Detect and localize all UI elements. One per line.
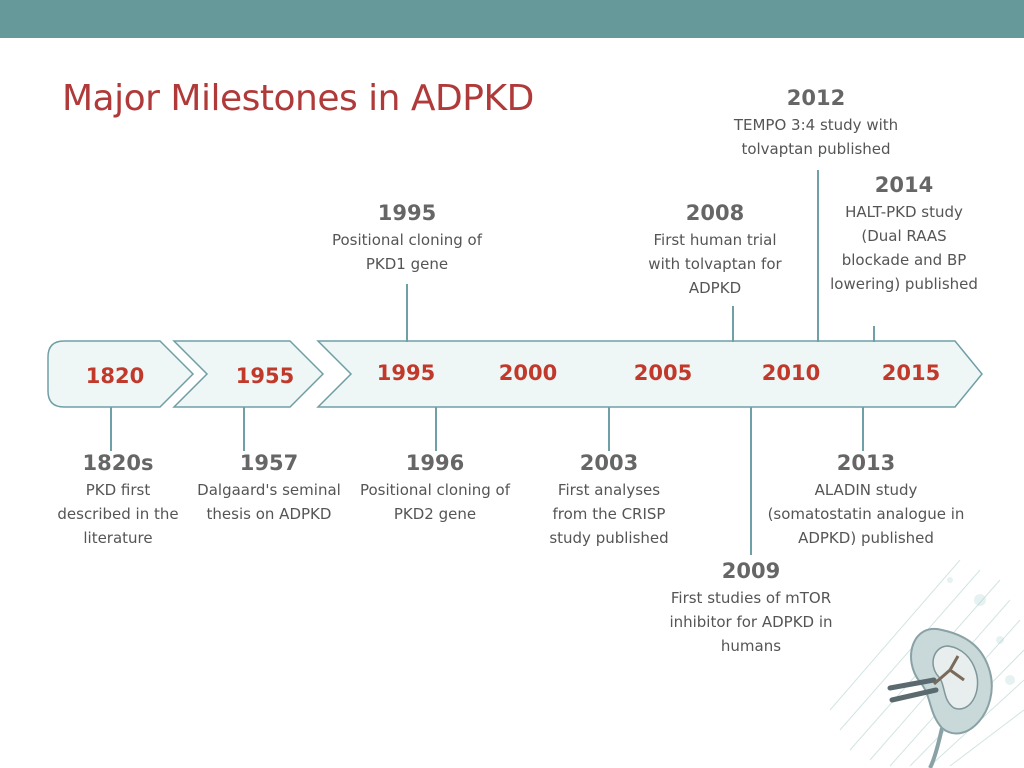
connector-2009: [750, 407, 752, 555]
connector-1957: [243, 407, 245, 451]
connector-1820s: [110, 407, 112, 451]
event-description: First human trial with tolvaptan for ADPKD: [648, 231, 782, 297]
event-2009-mtor: [658, 556, 844, 658]
event-year: 2003: [579, 451, 639, 475]
event-description: Positional cloning of PKD2 gene: [359, 481, 511, 523]
event-description: First analyses from the CRISP study published: [549, 481, 669, 547]
event-year: 2008: [685, 201, 745, 225]
event-2008-tolvaptan-trial: [640, 198, 790, 300]
connector-1995: [406, 284, 408, 342]
event-1820s-first-description: [56, 448, 180, 550]
connector-1996: [435, 407, 437, 451]
event-year: 1995: [377, 201, 437, 225]
event-year: 1996: [405, 451, 465, 475]
event-2013-aladin: [764, 448, 968, 550]
event-year: 1957: [239, 451, 299, 475]
year-label-2010: 2010: [761, 361, 821, 385]
event-2014-halt-pkd: [828, 170, 980, 296]
kidney-illustration-icon: [830, 560, 1024, 768]
event-year: 1820s: [82, 451, 154, 475]
event-description: Dalgaard's seminal thesis on ADPKD: [197, 481, 341, 523]
connector-2003: [608, 407, 610, 451]
event-year: 2009: [721, 559, 781, 583]
segment-label-1820: 1820: [85, 364, 145, 388]
year-label-2000: 2000: [498, 361, 558, 385]
year-label-2005: 2005: [633, 361, 693, 385]
event-description: HALT-PKD study (Dual RAAS blockade and BP lowering) published: [830, 203, 978, 293]
event-1995-pkd1: [318, 198, 496, 276]
event-2012-tempo: [718, 83, 914, 161]
event-description: Positional cloning of PKD1 gene: [331, 231, 483, 273]
connector-2008: [732, 306, 734, 342]
event-description: TEMPO 3:4 study with tolvaptan published: [733, 116, 899, 158]
event-description: First studies of mTOR inhibitor for ADPKD in humans: [669, 589, 833, 655]
slide-title: Major Milestones in ADPKD: [62, 78, 534, 119]
year-label-2015: 2015: [881, 361, 941, 385]
event-1957-dalgaard: [186, 448, 352, 526]
event-year: 2014: [874, 173, 934, 197]
event-description: PKD first described in the literature: [57, 481, 179, 547]
event-1996-pkd2: [354, 448, 516, 526]
event-2003-crisp: [546, 448, 672, 550]
event-year: 2012: [786, 86, 846, 110]
event-description: ALADIN study (somatostatin analogue in ADPKD) published: [767, 481, 965, 547]
connector-2013: [862, 407, 864, 451]
event-year: 2013: [836, 451, 896, 475]
connector-2012: [817, 170, 819, 342]
year-label-1995: 1995: [376, 361, 436, 385]
segment-label-1955: 1955: [235, 364, 295, 388]
connector-2014: [873, 326, 875, 342]
